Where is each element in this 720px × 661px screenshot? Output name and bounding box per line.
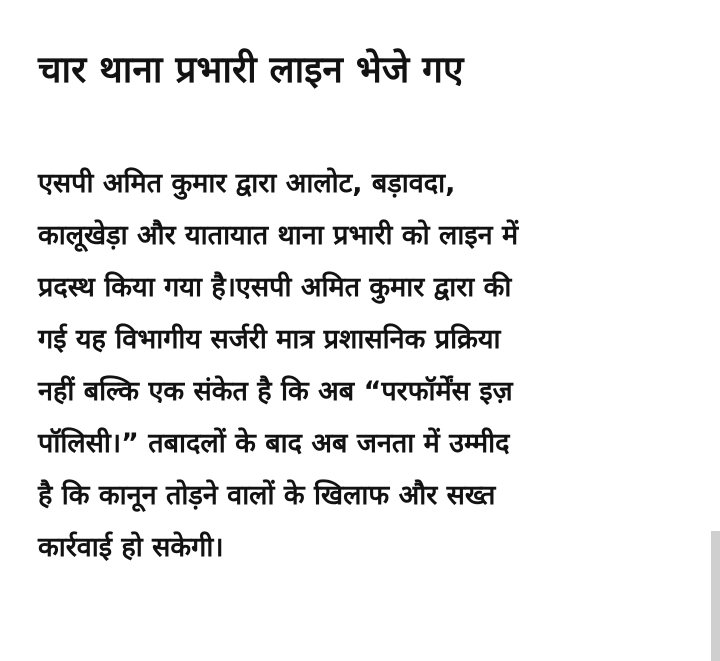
body-line: नहीं बल्कि एक संकेत है कि अब “परफॉर्मेंस इज़ [38, 376, 513, 407]
body-line: प्रदस्थ किया गया है।एसपी अमित कुमार द्वारा की [38, 272, 512, 303]
body-line: पॉलिसी।” तबादलों के बाद अब जनता में उम्मीद [38, 428, 510, 459]
body-line: गई यह विभागीय सर्जरी मात्र प्रशासनिक प्रक्रिया [38, 324, 501, 355]
news-article [38, 0, 678, 574]
body-line: कार्रवाई हो सकेगी। [38, 532, 224, 563]
scrollbar-thumb[interactable] [711, 531, 720, 661]
body-line: कालूखेड़ा और यातायात थाना प्रभारी को लाइन में [38, 220, 519, 251]
body-line: एसपी अमित कुमार द्वारा आलोट, बड़ावदा, [38, 168, 456, 199]
article-body [38, 158, 678, 574]
body-line: है कि कानून तोड़ने वालों के खिलाफ और सख्त [38, 480, 496, 511]
article-headline: चार थाना प्रभारी लाइन भेजे गए [38, 48, 464, 91]
